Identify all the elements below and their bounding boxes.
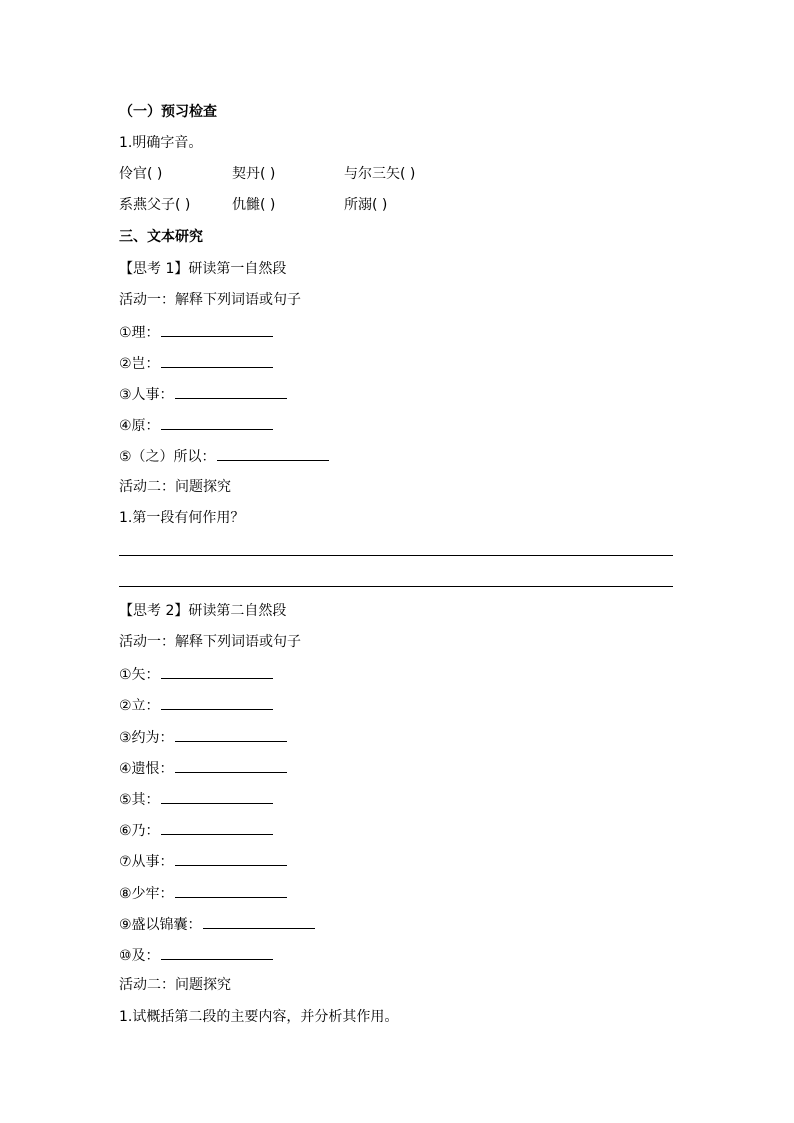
pinyin-item: 系燕父子( )	[119, 197, 191, 213]
think2-item: ⑥乃：	[119, 820, 273, 840]
think1-item: ①理：	[119, 322, 273, 342]
think2-item: ②立：	[119, 695, 273, 715]
think2-question: 1.试概括第二段的主要内容，并分析其作用。	[119, 1009, 399, 1025]
question-pronunciation: 1.明确字音。	[119, 135, 203, 151]
think2-activity2-title: 活动二：问题探究	[119, 977, 231, 993]
pinyin-item: 仇雠( )	[232, 197, 276, 213]
pinyin-item: 契丹( )	[232, 166, 276, 182]
think2-activity1-title: 活动一：解释下列词语或句子	[119, 634, 301, 650]
answer-blank[interactable]	[175, 384, 287, 399]
think1-item: ⑤（之）所以：	[119, 446, 329, 466]
answer-blank[interactable]	[161, 695, 273, 710]
answer-blank[interactable]	[203, 914, 315, 929]
think2-item: ⑦从事：	[119, 851, 287, 871]
think2-item: ⑧少牢：	[119, 883, 287, 903]
think2-item: ④遗恨：	[119, 758, 287, 778]
think1-question: 1.第一段有何作用？	[119, 510, 245, 526]
answer-blank[interactable]	[161, 664, 273, 679]
think1-activity2-title: 活动二：问题探究	[119, 479, 231, 495]
think2-item: ③约为：	[119, 727, 287, 747]
think2-item: ⑤其：	[119, 789, 273, 809]
answer-blank[interactable]	[175, 758, 287, 773]
think1-item: ④原：	[119, 415, 273, 435]
pinyin-item: 伶官( )	[119, 166, 163, 182]
think2-item: ⑩及：	[119, 945, 273, 965]
pinyin-item: 所溺( )	[344, 197, 388, 213]
answer-line[interactable]	[119, 555, 673, 556]
answer-blank[interactable]	[217, 446, 329, 461]
section-text-study-title: 三、文本研究	[119, 229, 203, 245]
section-preview-title: （一）预习检查	[119, 104, 217, 120]
answer-blank[interactable]	[175, 727, 287, 742]
answer-blank[interactable]	[175, 851, 287, 866]
think1-item: ③人事：	[119, 384, 287, 404]
answer-blank[interactable]	[161, 945, 273, 960]
answer-line[interactable]	[119, 586, 673, 587]
pinyin-item: 与尔三矢( )	[344, 166, 416, 182]
think2-item: ⑨盛以锦囊：	[119, 914, 315, 934]
think2-item: ①矢：	[119, 664, 273, 684]
answer-blank[interactable]	[161, 789, 273, 804]
think1-activity1-title: 活动一：解释下列词语或句子	[119, 292, 301, 308]
think1-heading: 【思考 1】研读第一自然段	[119, 261, 287, 277]
think2-heading: 【思考 2】研读第二自然段	[119, 603, 287, 619]
answer-blank[interactable]	[161, 820, 273, 835]
think1-item: ②岂：	[119, 353, 273, 373]
answer-blank[interactable]	[161, 322, 273, 337]
answer-blank[interactable]	[175, 883, 287, 898]
answer-blank[interactable]	[161, 353, 273, 368]
answer-blank[interactable]	[161, 415, 273, 430]
